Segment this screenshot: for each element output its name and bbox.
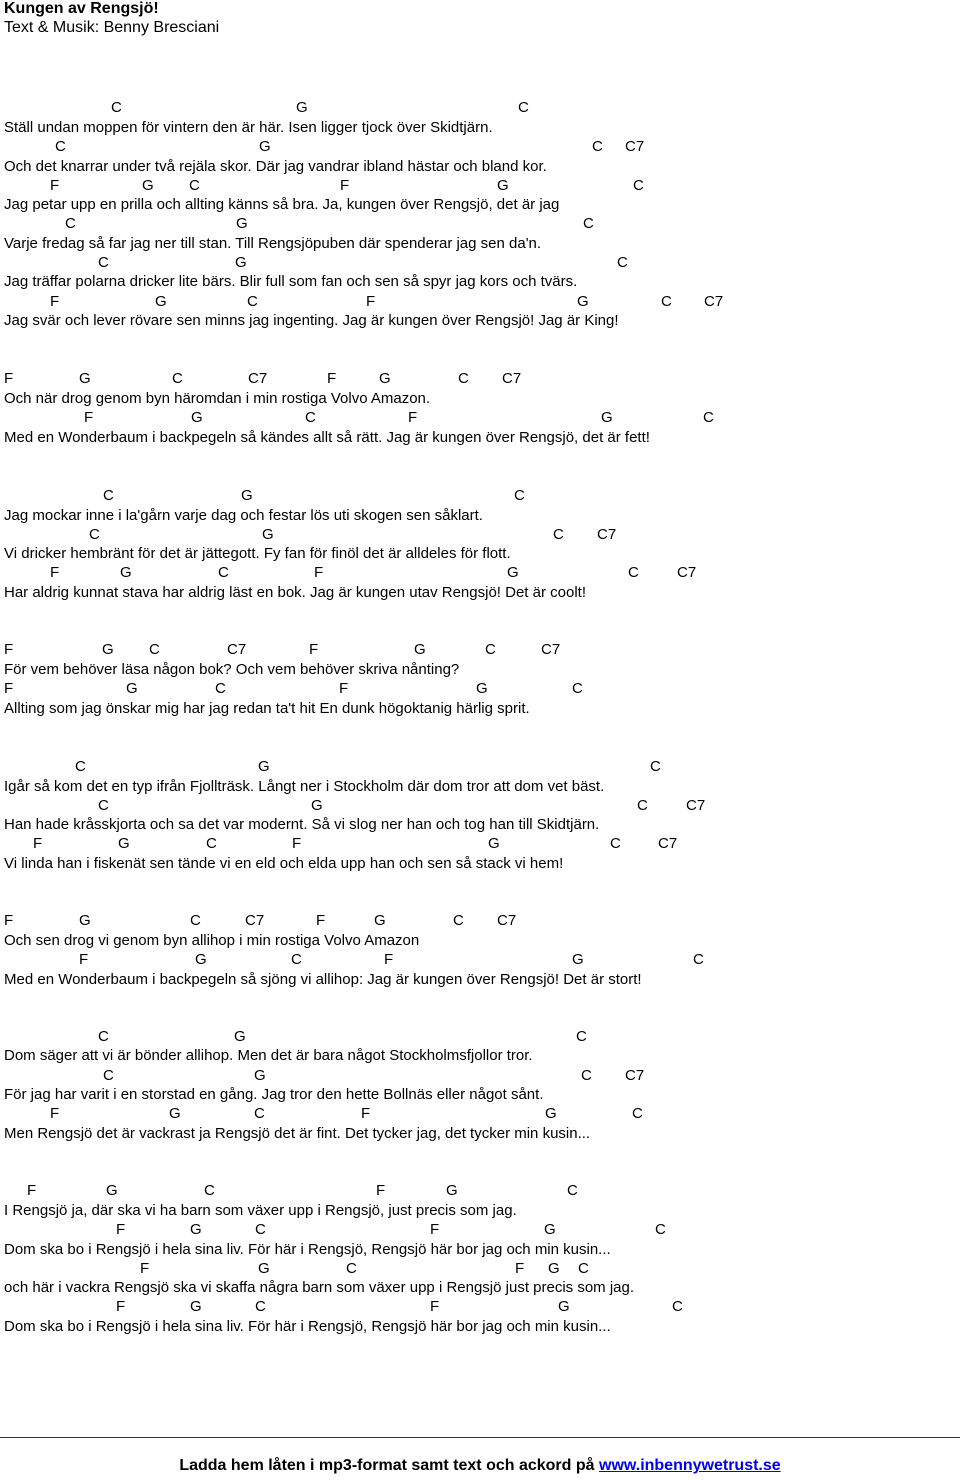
song-title: Kungen av Rengsjö! <box>4 0 159 17</box>
chord: C <box>103 487 114 504</box>
chord: C <box>75 758 86 775</box>
chord-line <box>0 1297 960 1317</box>
lyric-line: Igår så kom det en typ ifrån Fjollträsk. Långt ner i Stockholm där dom tror att dom vet bäst. <box>4 778 605 795</box>
chord: G <box>558 1298 570 1315</box>
chord: C <box>89 526 100 543</box>
chord: F <box>50 293 60 310</box>
chord: C <box>218 564 229 581</box>
chord: F <box>408 409 418 426</box>
chord: G <box>488 835 500 852</box>
chord: C7 <box>227 641 247 658</box>
chord: F <box>361 1105 371 1122</box>
chord-line <box>0 1181 960 1201</box>
lyric-line: Varje fredag så far jag ner till stan. Till Rengsjöpuben där spenderar jag sen da'n. <box>4 235 542 252</box>
lyric-line: Vi linda han i fiskenät sen tände vi en eld och elda upp han och sen så stack vi hem! <box>4 855 564 872</box>
chord: G <box>241 487 253 504</box>
lyric-line: Jag svär och lever rövare sen minns jag ingenting. Jag är kungen över Rengsjö! Jag är King! <box>4 312 619 329</box>
chord: C <box>291 951 302 968</box>
footer-divider <box>0 1437 960 1438</box>
chord: G <box>195 951 207 968</box>
chord: C <box>553 526 564 543</box>
chord: C <box>572 680 583 697</box>
chord-line <box>0 796 960 816</box>
lyric-line: Jag träffar polarna dricker lite bärs. Blir full som fan och sen så spyr jag kors och tvärs. <box>4 273 578 290</box>
chord-line <box>0 679 960 699</box>
chord: G <box>414 641 426 658</box>
chord: G <box>254 1067 266 1084</box>
chord: G <box>544 1221 556 1238</box>
chord-line <box>0 950 960 970</box>
chord: F <box>33 835 43 852</box>
chord: C <box>255 1298 266 1315</box>
chord-line <box>0 253 960 273</box>
chord: C7 <box>245 912 265 929</box>
chord: C7 <box>597 526 617 543</box>
chord-line <box>0 1259 960 1279</box>
lyric-line: Och det knarrar under två rejäla skor. Där jag vandrar ibland hästar och bland kor. <box>4 158 547 175</box>
chord: F <box>27 1182 37 1199</box>
chord-line <box>0 757 960 777</box>
chord: C <box>628 564 639 581</box>
chord: C <box>576 1028 587 1045</box>
chord: C <box>633 177 644 194</box>
chord: C <box>189 177 200 194</box>
chord: G <box>126 680 138 697</box>
chord: F <box>4 912 14 929</box>
chord: C <box>655 1221 666 1238</box>
chord: F <box>309 641 319 658</box>
chord: F <box>430 1298 440 1315</box>
lyric-line: Jag mockar inne i la'gårn varje dag och festar lös uti skogen sen såklart. <box>4 507 483 524</box>
chord: F <box>50 564 60 581</box>
lyric-line: Och när drog genom byn häromdan i min rostiga Volvo Amazon. <box>4 390 431 407</box>
chord: G <box>190 1221 202 1238</box>
chord: G <box>235 254 247 271</box>
chord-line <box>0 525 960 545</box>
chord: F <box>79 951 89 968</box>
chord: C <box>98 797 109 814</box>
chord: G <box>102 641 114 658</box>
chord-line <box>0 137 960 157</box>
chord: F <box>314 564 324 581</box>
chord-line <box>0 176 960 196</box>
lyric-line: Dom ska bo i Rengsjö i hela sina liv. För här i Rengsjö, Rengsjö här bor jag och min kusin... <box>4 1318 611 1335</box>
chord: C <box>485 641 496 658</box>
chord: G <box>507 564 519 581</box>
download-link[interactable]: www.inbennywetrust.se <box>599 1457 781 1474</box>
chord-line <box>0 486 960 506</box>
chord: G <box>446 1182 458 1199</box>
chord: C <box>65 215 76 232</box>
chord: G <box>476 680 488 697</box>
chord: C <box>458 370 469 387</box>
lyric-line: Jag petar upp en prilla och allting känns så bra. Ja, kungen över Rengsjö, det är jag <box>4 196 560 213</box>
chord: G <box>259 138 271 155</box>
chord: C <box>672 1298 683 1315</box>
chord-line <box>0 1027 960 1047</box>
chord: F <box>327 370 337 387</box>
chord: C <box>255 1221 266 1238</box>
chord: C <box>567 1182 578 1199</box>
chord: C7 <box>248 370 268 387</box>
chord-line <box>0 408 960 428</box>
chord: F <box>292 835 302 852</box>
chord: C <box>453 912 464 929</box>
chord: C <box>661 293 672 310</box>
chord: F <box>376 1182 386 1199</box>
chord: G <box>497 177 509 194</box>
chord: F <box>340 177 350 194</box>
lyric-line: Dom ska bo i Rengsjö i hela sina liv. För här i Rengsjö, Rengsjö här bor jag och min kusin... <box>4 1241 611 1258</box>
chord: G <box>120 564 132 581</box>
chord: G <box>572 951 584 968</box>
chord: C <box>206 835 217 852</box>
chord: G <box>191 409 203 426</box>
chord: C <box>518 99 529 116</box>
footer <box>0 1456 960 1476</box>
lyric-line: För jag har varit i en storstad en gång. Jag tror den hette Bollnäs eller något sånt. <box>4 1086 544 1103</box>
chord-line <box>0 911 960 931</box>
chord: G <box>142 177 154 194</box>
chord: C7 <box>686 797 706 814</box>
chord: G <box>258 758 270 775</box>
lyric-line: Han hade kråsskjorta och sa det var modernt. Så vi slog ner han och tog han till Skidtjärn. <box>4 816 600 833</box>
chord: G <box>236 215 248 232</box>
chord: C <box>650 758 661 775</box>
chord: G <box>79 370 91 387</box>
song-credits: Text & Musik: Benny Bresciani <box>4 19 220 36</box>
chord: F <box>4 641 14 658</box>
chord: F <box>515 1260 525 1277</box>
lyric-line: Dom säger att vi är bönder allihop. Men det är bara något Stockholmsfjollor tror. <box>4 1047 533 1064</box>
chord: G <box>169 1105 181 1122</box>
chord: F <box>50 177 60 194</box>
lyric-line: Men Rengsjö det är vackrast ja Rengsjö det är fint. Det tycker jag, det tycker min kusin... <box>4 1125 591 1142</box>
chord: G <box>258 1260 270 1277</box>
chord: C <box>190 912 201 929</box>
chord-line <box>0 1066 960 1086</box>
lyric-line: I Rengsjö ja, där ska vi ha barn som växer upp i Rengsjö, just precis som jag. <box>4 1202 517 1219</box>
lyric-line: och här i vackra Rengsjö ska vi skaffa några barn som växer upp i Rengsjö just precis som jag. <box>4 1279 635 1296</box>
chord: C <box>254 1105 265 1122</box>
lyric-line: Med en Wonderbaum i backpegeln så kändes allt så rätt. Jag är kungen över Rengsjö, det är fett! <box>4 429 650 446</box>
chord: G <box>577 293 589 310</box>
chord: C <box>583 215 594 232</box>
chord: C <box>610 835 621 852</box>
chord: G <box>79 912 91 929</box>
chord: G <box>311 797 323 814</box>
chord: C <box>111 99 122 116</box>
chord: F <box>140 1260 150 1277</box>
chord: C <box>581 1067 592 1084</box>
footer-text: Ladda hem låten i mp3-format samt text och ackord på <box>179 1457 595 1474</box>
chord: C <box>578 1260 589 1277</box>
chord: G <box>601 409 613 426</box>
chord: C <box>637 797 648 814</box>
chord: F <box>4 680 14 697</box>
chord-line <box>0 292 960 312</box>
chord: C <box>346 1260 357 1277</box>
chord: C <box>305 409 316 426</box>
chord: C7 <box>658 835 678 852</box>
chord: G <box>262 526 274 543</box>
chord: C7 <box>541 641 561 658</box>
chord: C <box>693 951 704 968</box>
lyric-line: För vem behöver läsa någon bok? Och vem behöver skriva nånting? <box>4 661 460 678</box>
chord: C <box>172 370 183 387</box>
chord: F <box>430 1221 440 1238</box>
chord: G <box>118 835 130 852</box>
chord-line <box>0 369 960 389</box>
lyric-line: Har aldrig kunnat stava har aldrig läst en bok. Jag är kungen utav Rengsjö! Det är coolt! <box>4 584 586 601</box>
chord: F <box>116 1298 126 1315</box>
chord: F <box>4 370 14 387</box>
lyric-line: Allting som jag önskar mig har jag redan ta't hit En dunk högoktanig härlig sprit. <box>4 700 530 717</box>
chord: C <box>103 1067 114 1084</box>
chord: F <box>316 912 326 929</box>
chord-line <box>0 1104 960 1124</box>
chord: C7 <box>502 370 522 387</box>
chord: C7 <box>625 138 645 155</box>
chord: C <box>247 293 258 310</box>
chord: C7 <box>677 564 697 581</box>
chord: C <box>592 138 603 155</box>
chord: F <box>384 951 394 968</box>
chord-line <box>0 834 960 854</box>
chord: C <box>98 254 109 271</box>
chord: C7 <box>497 912 517 929</box>
chord: G <box>374 912 386 929</box>
chord: F <box>84 409 94 426</box>
chord: G <box>296 99 308 116</box>
lyric-line: Och sen drog vi genom byn allihop i min rostiga Volvo Amazon <box>4 932 420 949</box>
chord-line <box>0 98 960 118</box>
chord: C <box>149 641 160 658</box>
chord: G <box>545 1105 557 1122</box>
chord: C <box>98 1028 109 1045</box>
lyric-line: Med en Wonderbaum i backpegeln så sjöng vi allihop: Jag är kungen över Rengsjö! Det är stort! <box>4 971 642 988</box>
chord: C <box>215 680 226 697</box>
chord: F <box>50 1105 60 1122</box>
chord: G <box>379 370 391 387</box>
chord: C <box>514 487 525 504</box>
chord: G <box>106 1182 118 1199</box>
chord: F <box>116 1221 126 1238</box>
lyric-line: Vi dricker hembränt för det är jättegott. Fy fan för finöl det är alldeles för flott. <box>4 545 511 562</box>
chord: C7 <box>625 1067 645 1084</box>
lyric-line: Ställ undan moppen för vintern den är här. Isen ligger tjock över Skidtjärn. <box>4 119 493 136</box>
chord: G <box>548 1260 560 1277</box>
chord-line <box>0 214 960 234</box>
chord: C7 <box>704 293 724 310</box>
chord-line <box>0 1220 960 1240</box>
chord: C <box>632 1105 643 1122</box>
chord: G <box>190 1298 202 1315</box>
chord: G <box>155 293 167 310</box>
chord: G <box>234 1028 246 1045</box>
chord: F <box>366 293 376 310</box>
chord: C <box>617 254 628 271</box>
chord-line <box>0 640 960 660</box>
chord: C <box>55 138 66 155</box>
chord: C <box>703 409 714 426</box>
chord-line <box>0 563 960 583</box>
chord: F <box>339 680 349 697</box>
chord: C <box>204 1182 215 1199</box>
